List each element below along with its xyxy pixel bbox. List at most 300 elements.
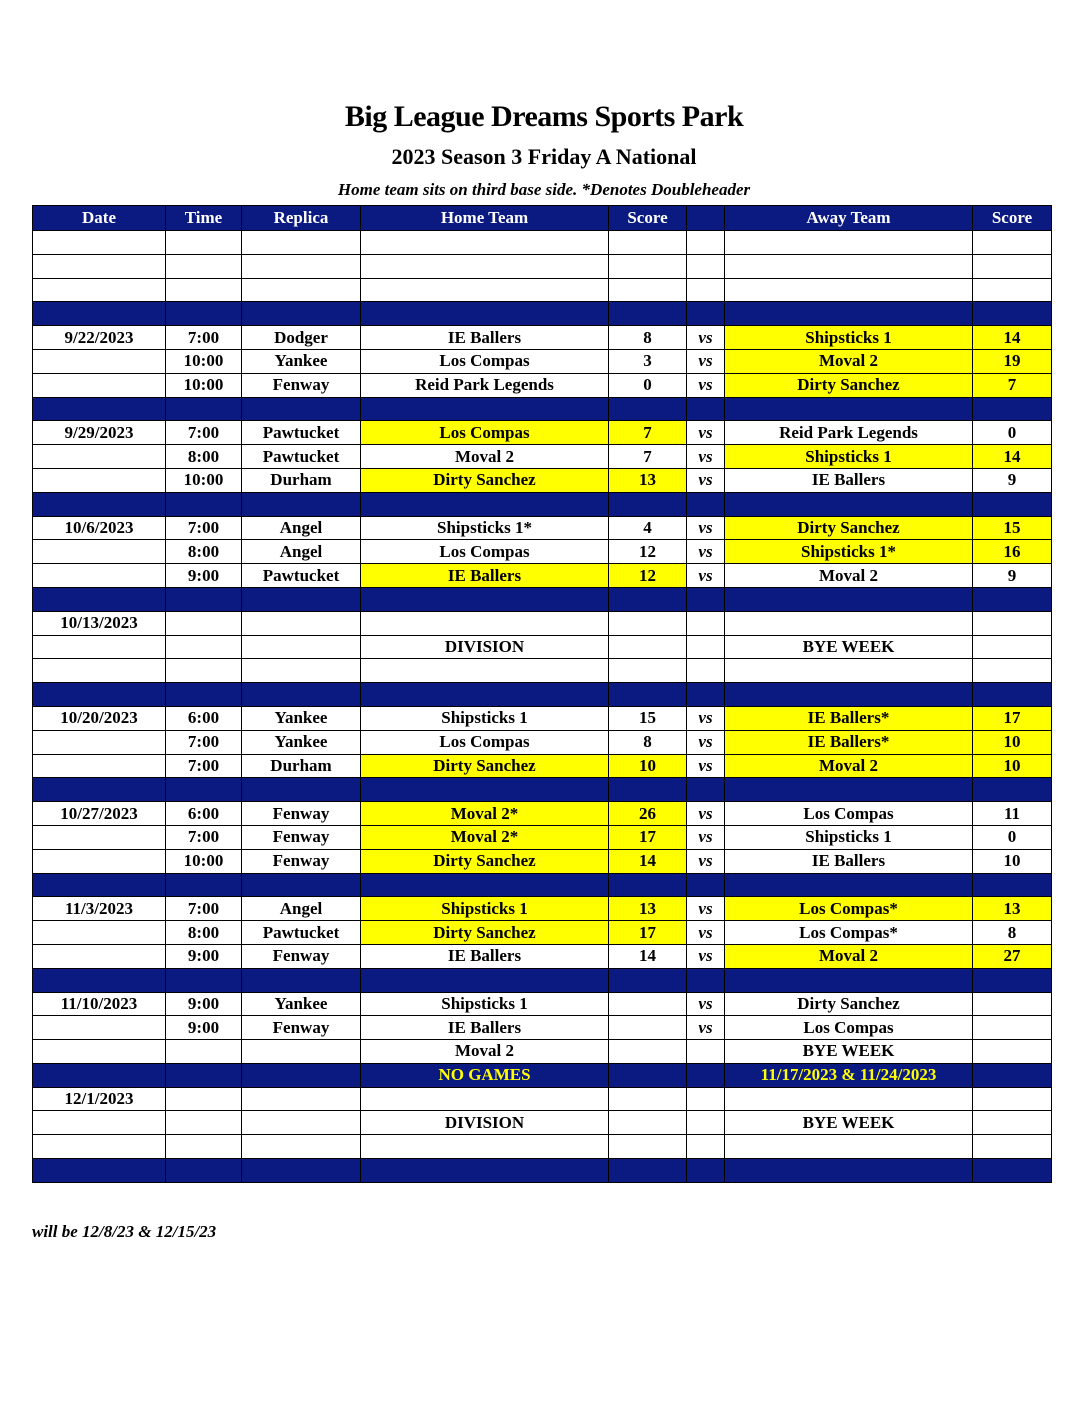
replica-cell: Pawtucket [242,921,361,945]
replica-cell [242,302,361,326]
replica-cell [242,1063,361,1087]
home-score-cell: 8 [609,730,687,754]
date-cell [33,1159,166,1183]
home-score-cell: 26 [609,802,687,826]
game-row [33,468,1052,492]
date-cell [33,754,166,778]
home-score-cell: 13 [609,897,687,921]
date-cell [33,349,166,373]
vs-cell [687,778,725,802]
away-score-cell [973,587,1052,611]
home-team-cell [361,1087,609,1111]
away-score-cell: 15 [973,516,1052,540]
away-team-cell [725,278,973,302]
away-score-cell [973,231,1052,255]
home-team-cell [361,873,609,897]
vs-cell [687,1087,725,1111]
replica-cell [242,1111,361,1135]
date-cell [33,492,166,516]
column-header-away-score: Score [973,206,1052,231]
away-score-cell [973,1087,1052,1111]
date-cell [33,231,166,255]
home-score-cell: 13 [609,468,687,492]
away-team-cell [725,492,973,516]
game-row [33,349,1052,373]
home-score-cell [609,659,687,683]
home-score-cell: 4 [609,516,687,540]
away-team-cell: Shipsticks 1* [725,540,973,564]
column-header-replica: Replica [242,206,361,231]
time-cell [166,873,242,897]
away-score-cell [973,992,1052,1016]
time-cell [166,1111,242,1135]
away-team-cell: IE Ballers* [725,730,973,754]
home-team-cell: Los Compas [361,540,609,564]
home-score-cell [609,611,687,635]
home-score-cell [609,1159,687,1183]
game-row [33,944,1052,968]
game-row [33,516,1052,540]
time-cell [166,611,242,635]
date-cell [33,397,166,421]
time-cell [166,635,242,659]
away-score-cell: 0 [973,421,1052,445]
home-score-cell: 17 [609,825,687,849]
home-score-cell [609,1135,687,1159]
vs-cell: vs [687,421,725,445]
home-team-cell: DIVISION [361,635,609,659]
date-cell [33,1111,166,1135]
game-row [33,564,1052,588]
replica-cell [242,492,361,516]
time-cell: 9:00 [166,992,242,1016]
game-row [33,540,1052,564]
home-score-cell [609,278,687,302]
vs-cell: vs [687,516,725,540]
away-score-cell: 27 [973,944,1052,968]
away-team-cell [725,587,973,611]
away-score-cell [973,635,1052,659]
time-cell: 7:00 [166,825,242,849]
separator-band [33,302,1052,326]
game-row [33,421,1052,445]
away-team-cell: Los Compas [725,802,973,826]
replica-cell [242,587,361,611]
away-score-cell [973,873,1052,897]
vs-cell [687,1063,725,1087]
game-row [33,1040,1052,1064]
vs-cell: vs [687,992,725,1016]
column-header-vs [687,206,725,231]
home-team-cell: Dirty Sanchez [361,468,609,492]
away-score-cell [973,492,1052,516]
away-score-cell [973,1063,1052,1087]
vs-cell [687,302,725,326]
away-score-cell: 13 [973,897,1052,921]
time-cell [166,492,242,516]
away-team-cell: Moval 2 [725,944,973,968]
time-cell: 9:00 [166,564,242,588]
home-team-cell: IE Ballers [361,944,609,968]
replica-cell: Angel [242,516,361,540]
date-cell: 10/6/2023 [33,516,166,540]
date-cell [33,1040,166,1064]
home-score-cell: 0 [609,373,687,397]
date-cell [33,302,166,326]
date-cell [33,540,166,564]
home-team-cell [361,278,609,302]
time-cell [166,302,242,326]
date-cell: 10/27/2023 [33,802,166,826]
game-row [33,897,1052,921]
home-team-cell: DIVISION [361,1111,609,1135]
replica-cell: Yankee [242,730,361,754]
vs-cell [687,278,725,302]
time-cell: 8:00 [166,445,242,469]
date-cell [33,254,166,278]
separator-band [33,397,1052,421]
home-team-cell: IE Ballers [361,1016,609,1040]
replica-cell: Angel [242,540,361,564]
away-team-cell [725,1087,973,1111]
date-cell [33,849,166,873]
replica-cell [242,968,361,992]
time-cell: 7:00 [166,897,242,921]
home-score-cell [609,1063,687,1087]
replica-cell: Fenway [242,944,361,968]
vs-cell [687,1159,725,1183]
time-cell [166,1087,242,1111]
replica-cell: Fenway [242,1016,361,1040]
vs-cell: vs [687,730,725,754]
time-cell [166,778,242,802]
column-header-away-team: Away Team [725,206,973,231]
replica-cell [242,1135,361,1159]
home-team-cell: Reid Park Legends [361,373,609,397]
home-score-cell: 15 [609,706,687,730]
vs-cell: vs [687,849,725,873]
vs-cell [687,397,725,421]
game-row [33,1087,1052,1111]
home-team-cell [361,254,609,278]
vs-cell: vs [687,1016,725,1040]
home-team-cell: Los Compas [361,349,609,373]
time-cell: 7:00 [166,516,242,540]
away-team-cell: Los Compas* [725,897,973,921]
replica-cell [242,683,361,707]
page-subtitle: 2023 Season 3 Friday A National [391,144,697,169]
away-team-cell [725,873,973,897]
time-cell: 10:00 [166,849,242,873]
vs-cell: vs [687,921,725,945]
replica-cell: Yankee [242,706,361,730]
time-cell: 10:00 [166,349,242,373]
empty-row [33,659,1052,683]
date-cell [33,659,166,683]
home-score-cell [609,1111,687,1135]
home-score-cell: 12 [609,540,687,564]
vs-cell [687,254,725,278]
home-team-cell: Moval 2 [361,1040,609,1064]
date-cell: 12/1/2023 [33,1087,166,1111]
date-cell [33,1063,166,1087]
date-cell: 11/3/2023 [33,897,166,921]
replica-cell: Fenway [242,849,361,873]
away-team-cell [725,254,973,278]
home-score-cell: 7 [609,421,687,445]
home-score-cell [609,683,687,707]
away-score-cell: 9 [973,564,1052,588]
home-team-cell: Shipsticks 1 [361,992,609,1016]
home-score-cell [609,873,687,897]
vs-cell [687,635,725,659]
date-cell [33,1016,166,1040]
away-score-cell [973,611,1052,635]
date-cell: 10/20/2023 [33,706,166,730]
date-cell [33,683,166,707]
date-cell [33,564,166,588]
away-score-cell: 8 [973,921,1052,945]
away-team-cell: Los Compas [725,1016,973,1040]
home-team-cell [361,231,609,255]
vs-cell [687,587,725,611]
time-cell: 7:00 [166,754,242,778]
away-team-cell [725,302,973,326]
away-team-cell: Dirty Sanchez [725,992,973,1016]
home-team-cell [361,587,609,611]
game-row [33,730,1052,754]
home-team-cell [361,659,609,683]
vs-cell: vs [687,373,725,397]
no-games-row [33,1063,1052,1087]
away-team-cell: 11/17/2023 & 11/24/2023 [725,1063,973,1087]
vs-cell [687,683,725,707]
home-team-cell: Dirty Sanchez [361,921,609,945]
game-row [33,1016,1052,1040]
replica-cell: Fenway [242,802,361,826]
away-score-cell [973,659,1052,683]
away-score-cell [973,1040,1052,1064]
vs-cell: vs [687,944,725,968]
away-team-cell: BYE WEEK [725,1111,973,1135]
vs-cell: vs [687,897,725,921]
time-cell: 10:00 [166,468,242,492]
game-row [33,373,1052,397]
home-team-cell: NO GAMES [361,1063,609,1087]
replica-cell [242,231,361,255]
away-score-cell: 10 [973,754,1052,778]
away-score-cell: 7 [973,373,1052,397]
separator-band [33,873,1052,897]
home-score-cell: 14 [609,849,687,873]
away-score-cell: 0 [973,825,1052,849]
time-cell [166,587,242,611]
away-team-cell: Shipsticks 1 [725,445,973,469]
date-cell [33,921,166,945]
time-cell [166,278,242,302]
home-score-cell [609,302,687,326]
game-row [33,635,1052,659]
away-team-cell: Shipsticks 1 [725,825,973,849]
date-cell [33,825,166,849]
game-row [33,992,1052,1016]
time-cell: 7:00 [166,421,242,445]
date-cell [33,635,166,659]
away-team-cell [725,778,973,802]
page-title: Big League Dreams Sports Park [344,100,744,133]
away-team-cell [725,231,973,255]
schedule-body [33,231,1052,1183]
replica-cell [242,635,361,659]
vs-cell: vs [687,349,725,373]
time-cell: 8:00 [166,921,242,945]
date-cell [33,873,166,897]
home-team-cell [361,778,609,802]
home-team-cell [361,397,609,421]
game-row [33,706,1052,730]
vs-cell [687,873,725,897]
home-team-cell [361,1135,609,1159]
away-score-cell: 9 [973,468,1052,492]
vs-cell [687,1135,725,1159]
replica-cell [242,397,361,421]
away-score-cell [973,278,1052,302]
column-header-time: Time [166,206,242,231]
time-cell [166,397,242,421]
replica-cell: Pawtucket [242,421,361,445]
date-cell [33,445,166,469]
vs-cell: vs [687,825,725,849]
away-team-cell [725,659,973,683]
replica-cell [242,1040,361,1064]
date-cell [33,944,166,968]
replica-cell [242,278,361,302]
schedule-note: Home team sits on third base side. *Denotes Doubleheader [337,180,751,199]
replica-cell: Yankee [242,992,361,1016]
away-score-cell [973,968,1052,992]
date-cell [33,373,166,397]
time-cell: 6:00 [166,802,242,826]
home-score-cell: 3 [609,349,687,373]
home-score-cell: 7 [609,445,687,469]
replica-cell [242,611,361,635]
away-score-cell: 19 [973,349,1052,373]
schedule-table [32,205,1052,1183]
away-team-cell: Moval 2 [725,349,973,373]
home-score-cell: 17 [609,921,687,945]
replica-cell: Yankee [242,349,361,373]
away-team-cell: Reid Park Legends [725,421,973,445]
time-cell: 7:00 [166,326,242,350]
home-score-cell: 10 [609,754,687,778]
home-score-cell [609,397,687,421]
home-team-cell: IE Ballers [361,564,609,588]
away-team-cell: Shipsticks 1 [725,326,973,350]
home-score-cell [609,778,687,802]
replica-cell: Durham [242,468,361,492]
away-score-cell [973,302,1052,326]
vs-cell: vs [687,540,725,564]
home-team-cell [361,1159,609,1183]
vs-cell: vs [687,445,725,469]
separator-band [33,968,1052,992]
replica-cell: Dodger [242,326,361,350]
home-team-cell: Moval 2* [361,802,609,826]
away-team-cell: Dirty Sanchez [725,373,973,397]
replica-cell: Pawtucket [242,445,361,469]
home-score-cell: 14 [609,944,687,968]
replica-cell [242,1087,361,1111]
time-cell [166,659,242,683]
time-cell [166,683,242,707]
date-cell [33,968,166,992]
away-team-cell [725,397,973,421]
time-cell: 9:00 [166,1016,242,1040]
game-row [33,802,1052,826]
replica-cell: Fenway [242,825,361,849]
game-row [33,611,1052,635]
vs-cell [687,231,725,255]
column-header-date: Date [33,206,166,231]
home-team-cell: Shipsticks 1 [361,706,609,730]
away-team-cell: Moval 2 [725,564,973,588]
date-cell: 11/10/2023 [33,992,166,1016]
away-team-cell: IE Ballers* [725,706,973,730]
home-score-cell [609,254,687,278]
away-team-cell [725,683,973,707]
separator-band [33,1159,1052,1183]
game-row [33,326,1052,350]
home-score-cell: 8 [609,326,687,350]
time-cell [166,1063,242,1087]
game-row [33,825,1052,849]
away-team-cell: Los Compas* [725,921,973,945]
away-score-cell: 11 [973,802,1052,826]
time-cell [166,254,242,278]
time-cell: 7:00 [166,730,242,754]
away-team-cell: IE Ballers [725,849,973,873]
home-team-cell: Shipsticks 1 [361,897,609,921]
empty-row [33,231,1052,255]
time-cell: 10:00 [166,373,242,397]
time-cell [166,968,242,992]
replica-cell: Pawtucket [242,564,361,588]
vs-cell [687,968,725,992]
home-team-cell: Moval 2* [361,825,609,849]
time-cell [166,1040,242,1064]
away-team-cell: BYE WEEK [725,1040,973,1064]
away-score-cell [973,1016,1052,1040]
away-score-cell [973,1135,1052,1159]
away-score-cell [973,397,1052,421]
home-team-cell [361,302,609,326]
date-cell [33,778,166,802]
away-team-cell [725,1135,973,1159]
column-header-home-score: Score [609,206,687,231]
game-row [33,445,1052,469]
away-score-cell: 16 [973,540,1052,564]
game-row [33,754,1052,778]
game-row [33,849,1052,873]
home-team-cell [361,968,609,992]
away-score-cell [973,1111,1052,1135]
vs-cell: vs [687,754,725,778]
replica-cell: Fenway [242,373,361,397]
away-score-cell: 17 [973,706,1052,730]
time-cell [166,1159,242,1183]
date-cell: 9/29/2023 [33,421,166,445]
home-team-cell: Shipsticks 1* [361,516,609,540]
